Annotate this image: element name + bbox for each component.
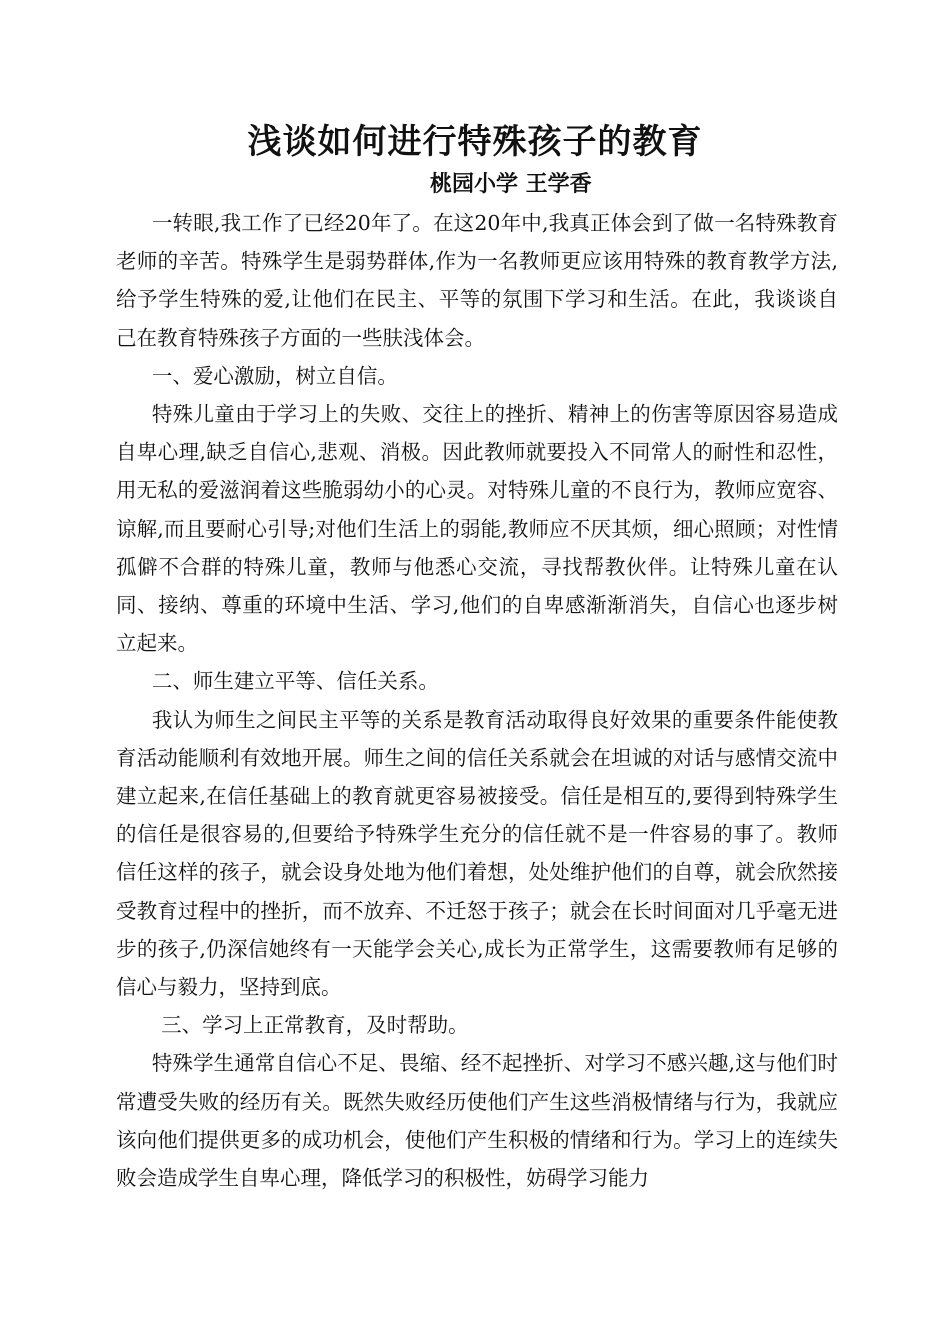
section-heading-3: 三、学习上正常教育，及时帮助。	[161, 1013, 469, 1038]
section-heading-1: 一、爱心激励，树立自信。	[151, 363, 398, 388]
section-heading-2: 二、师生建立平等、信任关系。	[151, 669, 439, 694]
document-title: 浅谈如何进行特殊孩子的教育	[247, 122, 703, 162]
paragraph-section-2: 我认为师生之间民主平等的关系是教育活动取得良好效果的重要条件能使教育活动能顺利有效地开展。师生之间的信任关系就会在坦诚的对话与感情交流中建立起来,在信任基础上的教育就更容易被接受。信任是相互的,要得到特殊学生的信任是很容易的,但要给予特殊学生充分的信任就不是一件容易的事了。教师信任这样的孩子，就会设身处地为他们着想，处处维护他们的自尊，就会欣然接受教育过程中的挫折，而不放弃、不迁怒于孩子；就会在长时间面对几乎毫无进步的孩子,仍深信她终有一天能学会关心,成长为正常学生，这需要教师有足够的信心与毅力，坚持到底。	[116, 707, 838, 1000]
paragraph-section-1: 特殊儿童由于学习上的失败、交往上的挫折、精神上的伤害等原因容易造成自卑心理,缺乏自信心,悲观、消极。因此教师就要投入不同常人的耐性和忍性，用无私的爱滋润着这些脆弱幼小的心灵。对特殊儿童的不良行为，教师应宽容、谅解,而且要耐心引导;对他们生活上的弱能,教师应不厌其烦，细心照顾；对性情孤僻不合群的特殊儿童，教师与他悉心交流，寻找帮教伙伴。让特殊儿童在认同、接纳、尊重的环境中生活、学习,他们的自卑感渐渐消失，自信心也逐步树立起来。	[116, 402, 838, 656]
document-body	[116, 204, 838, 1197]
paragraph-intro: 一转眼,我工作了已经20年了。在这20年中,我真正体会到了做一名特殊教育老师的辛苦。特殊学生是弱势群体,作为一名教师更应该用特殊的教育教学方法,给予学生特殊的爱,让他们在民主、平等的氛围下学习和生活。在此，我谈谈自己在教育特殊孩子方面的一些肤浅体会。	[116, 211, 838, 350]
author-line: 桃园小学 王学香	[430, 172, 592, 197]
paragraph-section-3: 特殊学生通常自信心不足、畏缩、经不起挫折、对学习不感兴趣,这与他们时常遭受失败的经历有关。既然失败经历使他们产生这些消极情绪与行为，我就应该向他们提供更多的成功机会，使他们产生积极的情绪和行为。学习上的连续失败会造成学生自卑心理，降低学习的积极性，妨碍学习能力	[116, 1051, 838, 1191]
